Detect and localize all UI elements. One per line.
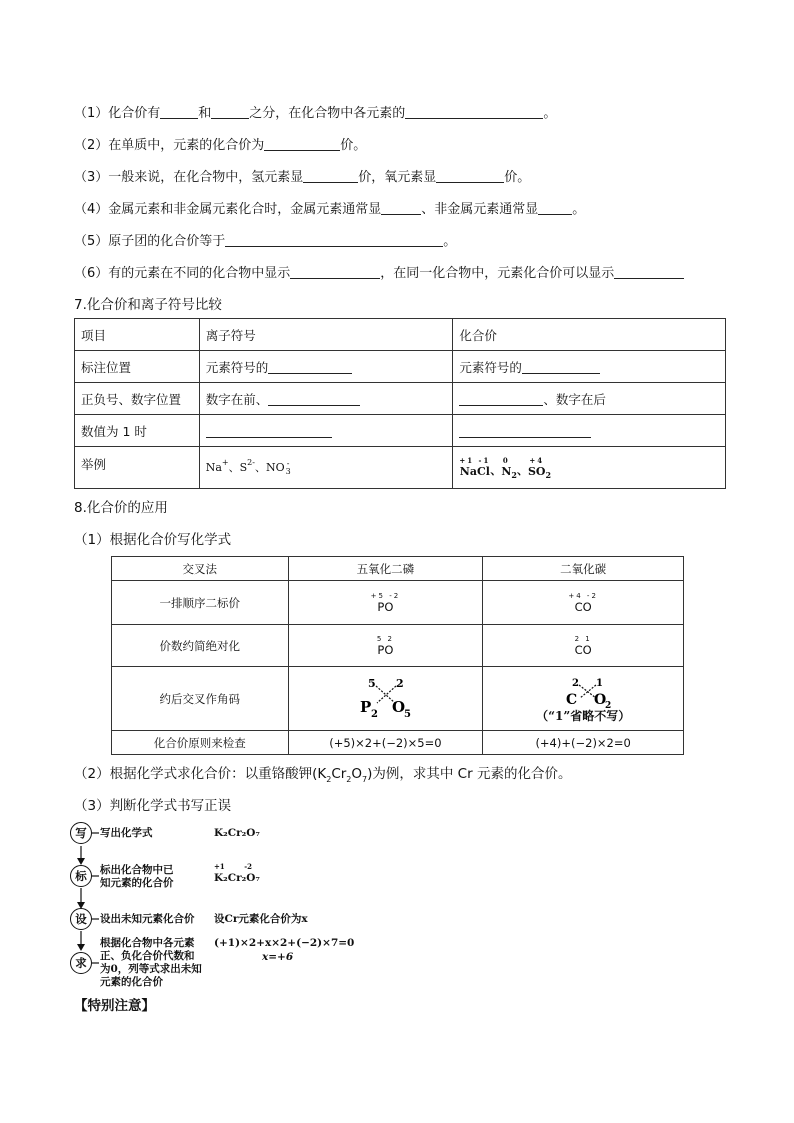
header-method: 交叉法 <box>112 557 289 581</box>
c-n2: 1 <box>596 677 604 689</box>
special-note-heading: 【特别注意】 <box>74 998 155 1014</box>
sub2-text-a: （2）根据化学式求化合价：以重铬酸钾(K <box>74 766 327 782</box>
q1-end: 。 <box>543 106 557 121</box>
c-n1: 2 <box>572 677 580 689</box>
step-solve-result: x=+6 <box>262 951 294 963</box>
step-solve-desc-2: 正、负化合价代数和 <box>100 950 195 962</box>
header-co2: 二氧化碳 <box>483 557 684 581</box>
p-formula: PO <box>377 642 394 657</box>
step-solve-desc-1: 根据化合物中各元素 <box>100 937 195 949</box>
cell-text: 、数字在后 <box>543 391 606 407</box>
q4-text-a: （4）金属元素和非金属元素化合时，金属元素通常显 <box>74 202 382 217</box>
sep: 、 <box>490 464 502 477</box>
o-subscript: 7 <box>362 775 368 784</box>
step-mark-desc-1: 标出化合物中已 <box>100 864 174 876</box>
q5-text: （5）原子团的化合价等于 <box>74 234 226 249</box>
sub2-text-b: Cr <box>331 766 347 782</box>
o-subscript: 5 <box>404 709 412 720</box>
section-7-title: 7.化合价和离子符号比较 <box>74 297 222 313</box>
step-label: 化合价原则来检查 <box>112 731 289 755</box>
section-8-sub3: （3）判断化学式书写正误 <box>74 798 232 814</box>
n2-subscript: 2 <box>511 470 517 480</box>
o-symbol: O <box>392 698 406 716</box>
c-formula: CO <box>574 642 592 657</box>
cell-text: 元素符号的 <box>205 359 269 375</box>
row-label: 标注位置 <box>75 351 200 383</box>
c-valence: +4 -2 <box>568 591 598 600</box>
p-valence: +5 -2 <box>370 591 401 600</box>
so2-valence: +4 <box>529 456 545 465</box>
step-mark-desc-2: 知元素的化合价 <box>100 877 174 889</box>
ion-na-charge: + <box>221 458 229 467</box>
q6-text-a: （6）有的元素在不同的化合物中显示 <box>74 266 291 281</box>
q5-end: 。 <box>443 234 457 249</box>
q4-end: 。 <box>572 202 586 217</box>
q1-text-a: （1）化合价有 <box>74 106 161 121</box>
step-set-right: 设Cr元素化合价为x <box>214 913 308 925</box>
step-write-icon: 写 <box>70 822 92 844</box>
so2-formula: SO <box>527 465 546 478</box>
o-subscript: 2 <box>605 700 612 708</box>
p2o5-check: (+5)×2+(−2)×5=0 <box>288 731 483 755</box>
step-solve-desc-4: 元素的化合价 <box>100 976 163 988</box>
nacl-formula: NaCl <box>459 465 490 478</box>
step-set-desc: 设出未知元素化合价 <box>100 913 195 925</box>
p-subscript: 2 <box>371 709 379 720</box>
nacl-valence: +1 -1 <box>459 456 491 465</box>
o-symbol: O <box>594 691 607 708</box>
header-valence: 化合价 <box>453 319 726 351</box>
so2-subscript: 2 <box>545 470 552 480</box>
omit-note: （“1”省略不写） <box>536 708 631 723</box>
q3-text-b: 价，氧元素显 <box>358 170 437 185</box>
c-formula: CO <box>574 599 592 614</box>
n2-formula: N <box>501 465 512 478</box>
header-p2o5: 五氧化二磷 <box>288 557 483 581</box>
step-solve-desc-3: 为0，列等式求出未知 <box>100 963 202 975</box>
co2-check: (+4)+(−2)×2=0 <box>483 731 684 755</box>
p-n2: 2 <box>396 677 405 690</box>
step-solve-icon: 求 <box>70 952 92 974</box>
step-label: 一排顺序二标价 <box>112 581 289 625</box>
step-write-desc: 写出化学式 <box>100 827 153 839</box>
q1-text-b: 和 <box>198 106 212 121</box>
sub2-text-d: )为例，求其中 Cr 元素的化合价。 <box>367 766 572 782</box>
section-8-sub1: （1）根据化合价写化学式 <box>74 532 232 548</box>
q1-text-c: 之分，在化合物中各元素的 <box>249 106 406 121</box>
p-valence: 5 2 <box>376 634 394 643</box>
step-label: 价数约简绝对化 <box>112 625 289 667</box>
cell-text: 数字在前、 <box>205 391 269 407</box>
q2-text: （2）在单质中，元素的化合价为 <box>74 138 265 153</box>
row-label: 正负号、数字位置 <box>75 383 200 415</box>
q6-text-b: ，在同一化合物中，元素化合价可以显示 <box>380 266 615 281</box>
step-mark-valence: +1 -2 <box>214 862 253 871</box>
step-label: 约后交叉作角码 <box>112 667 289 731</box>
header-ion: 离子符号 <box>199 319 453 351</box>
ion-no: 、NO <box>254 461 285 474</box>
row-label: 举例 <box>75 447 200 489</box>
ion-na: Na <box>205 461 222 474</box>
p-symbol: P <box>360 698 372 716</box>
p-formula: PO <box>377 599 394 614</box>
step-solve-equation: (+1)×2+x×2+(−2)×7=0 <box>214 937 355 949</box>
k-subscript: 2 <box>326 775 332 784</box>
sep: 、 <box>516 464 528 477</box>
n2-valence: 0 <box>502 456 510 465</box>
ion-no-subscript: 3 <box>285 467 291 476</box>
p-n1: 5 <box>368 677 377 690</box>
ion-s-charge: 2- <box>247 458 255 467</box>
cell-text: 元素符号的 <box>459 359 522 375</box>
header-item: 项目 <box>75 319 200 351</box>
section-8-title: 8.化合价的应用 <box>74 500 168 516</box>
step-write-formula: K₂Cr₂O₇ <box>214 827 260 839</box>
ion-s: 、S <box>228 461 248 474</box>
step-mark-icon: 标 <box>70 865 92 887</box>
q3-end: 价。 <box>504 170 531 185</box>
q2-end: 价。 <box>340 138 367 153</box>
q3-text-a: （3）一般来说，在化合物中，氢元素显 <box>74 170 304 185</box>
c-valence: 2 1 <box>574 634 592 643</box>
q4-text-b: 、非金属元素通常显 <box>421 202 539 217</box>
step-set-icon: 设 <box>70 908 92 930</box>
row-label: 数值为 1 时 <box>75 415 200 447</box>
step-mark-formula: K₂Cr₂O₇ <box>214 872 260 884</box>
ion-no-charge: - <box>286 459 290 468</box>
sub2-text-c: O <box>351 766 363 782</box>
cr-subscript: 2 <box>346 775 352 784</box>
c-symbol: C <box>566 691 578 708</box>
